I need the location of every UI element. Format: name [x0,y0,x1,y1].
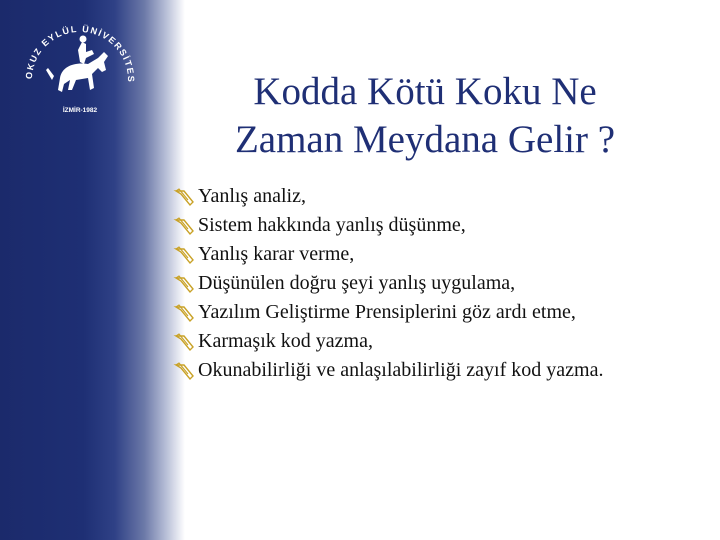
pencil-bullet-icon [172,186,198,208]
bullet-text: Yanlış karar verme, [198,243,355,265]
title-line-1: Kodda Kötü Koku Ne [253,70,597,114]
pencil-bullet-icon [172,302,198,324]
bullet-text: Yazılım Geliştirme Prensiplerini göz ardı etme, [198,301,576,323]
pencil-bullet-icon [172,244,198,266]
bullet-list [172,182,712,385]
pencil-bullet-icon [172,215,198,237]
university-logo [20,10,140,120]
list-item [172,327,712,356]
logo-bottom-text: İZMİR-1982 [62,107,98,114]
list-item [172,240,712,269]
list-item [172,356,712,385]
title-line-2: Zaman Meydana Gelir ? [234,118,616,162]
list-item [172,298,712,327]
list-item [172,269,712,298]
pencil-bullet-icon [172,273,198,295]
logo-ring-text: OKUZ EYLÜL ÜNİVERSİTES [23,23,137,84]
pencil-bullet-icon [172,331,198,353]
horse-rider-icon [46,36,108,93]
bullet-text: Okunabilirliği ve anlaşılabilirliği zayıf kod yazma. [198,359,604,381]
bullet-text: Sistem hakkında yanlış düşünme, [198,214,466,236]
slide-title [190,68,660,164]
list-item [172,211,712,240]
bullet-text: Karmaşık kod yazma, [198,330,373,352]
bullet-text: Yanlış analiz, [198,185,306,207]
pencil-bullet-icon [172,360,198,382]
list-item [172,182,712,211]
bullet-text: Düşünülen doğru şeyi yanlış uygulama, [198,272,516,294]
